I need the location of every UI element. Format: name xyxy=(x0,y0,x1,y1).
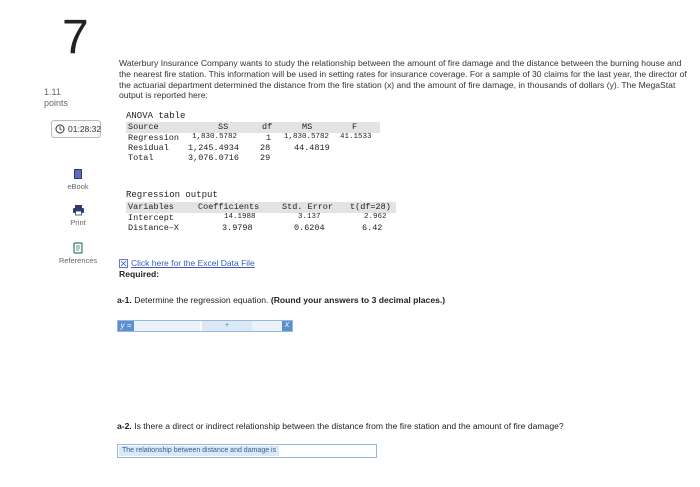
print-tool[interactable] xyxy=(55,204,101,227)
regression-cell: 3.9798 xyxy=(222,223,253,233)
points-value: 1.11 xyxy=(44,87,61,97)
anova-cell: 1,830.5782 xyxy=(284,133,330,141)
anova-cell: 44.4819 xyxy=(294,143,330,153)
question-a1 xyxy=(117,295,445,305)
regression-cell: 14.1988 xyxy=(224,213,256,221)
ebook-tool[interactable] xyxy=(55,168,101,191)
anova-title: ANOVA table xyxy=(126,111,186,121)
regression-cell: Intercept xyxy=(128,213,174,223)
anova-header-df: df xyxy=(262,122,273,132)
a1-text: Determine the regression equation. xyxy=(131,295,271,305)
anova-cell: 3,076.0716 xyxy=(188,153,240,163)
regression-table xyxy=(126,202,396,238)
excel-link-text[interactable]: Click here for the Excel Data File xyxy=(131,258,255,268)
regression-equation-inputs xyxy=(117,320,293,332)
regression-cell: 2.962 xyxy=(364,213,387,221)
excel-file-icon xyxy=(119,259,128,268)
anova-cell: Total xyxy=(128,153,154,163)
ebook-label: eBook xyxy=(67,182,89,191)
excel-data-link[interactable] xyxy=(119,258,255,268)
question-prompt: Waterbury Insurance Company wants to study the relationship between the amount of fire damage and the distance between the burning house and the nearest fire station. This information will be used in setting rates for insurance coverage. For a sample of 30 claims for the last year, the director of the actuarial department determined the distance from the fire station (x) and the amount of fire damage, in thousands of dollars (y). The MegaStat output is reported here: xyxy=(119,58,687,101)
question-number: 7 xyxy=(62,11,89,64)
a1-prefix: a-1. xyxy=(117,295,132,305)
regression-cell: Distance–X xyxy=(128,223,180,233)
anova-header-f: F xyxy=(352,122,358,132)
a2-text: Is there a direct or indirect relationship between the distance from the fire station and the amount of fire damage? xyxy=(131,421,564,431)
ebook-icon xyxy=(72,168,84,180)
clock-icon xyxy=(55,124,65,134)
regression-header-coefficients: Coefficients xyxy=(198,202,260,212)
anova-header-source: Source xyxy=(128,122,159,132)
a1-rounding-note: (Round your answers to 3 decimal places.) xyxy=(270,295,446,305)
anova-cell: 41.1533 xyxy=(340,133,372,141)
print-label: Print xyxy=(70,218,86,227)
required-label: Required: xyxy=(119,269,160,279)
anova-cell: 28 xyxy=(260,143,271,153)
anova-cell: Regression xyxy=(128,133,180,143)
question-a2 xyxy=(117,421,564,431)
anova-cell: Residual xyxy=(128,143,169,153)
regression-header-std-error: Std. Error xyxy=(282,202,334,212)
timer-value: 01:28:32 xyxy=(68,124,102,134)
regression-cell: 6.42 xyxy=(362,223,383,233)
anova-header-ms: MS xyxy=(302,122,313,132)
anova-cell: 1 xyxy=(266,133,272,143)
references-icon xyxy=(72,242,84,254)
print-icon xyxy=(72,204,85,216)
regression-title: Regression output xyxy=(126,190,218,200)
anova-header-bar xyxy=(126,122,380,133)
references-tool[interactable] xyxy=(55,242,101,265)
operator-select[interactable]: + xyxy=(202,321,252,331)
timer[interactable] xyxy=(51,120,101,138)
a2-prefix: a-2. xyxy=(117,421,132,431)
references-label: References xyxy=(58,256,98,265)
points-display xyxy=(44,87,68,109)
regression-header-variables: Variables xyxy=(128,202,174,212)
anova-cell: 1,245.4934 xyxy=(188,143,240,153)
regression-header-t: t(df=28) xyxy=(350,202,391,212)
regression-cell: 3.137 xyxy=(298,213,321,221)
intercept-input[interactable] xyxy=(134,321,200,331)
anova-cell: 29 xyxy=(260,153,271,163)
anova-table xyxy=(126,122,380,165)
anova-header-ss: SS xyxy=(218,122,229,132)
relationship-select[interactable] xyxy=(117,444,377,458)
regression-cell: 0.6204 xyxy=(294,223,325,233)
relationship-select-value: The relationship between distance and damage is xyxy=(119,446,279,456)
x-variable-label: X xyxy=(282,321,292,331)
anova-cell: 1,830.5782 xyxy=(192,133,238,141)
points-label: points xyxy=(44,98,69,108)
y-hat-label: y = xyxy=(118,321,134,331)
